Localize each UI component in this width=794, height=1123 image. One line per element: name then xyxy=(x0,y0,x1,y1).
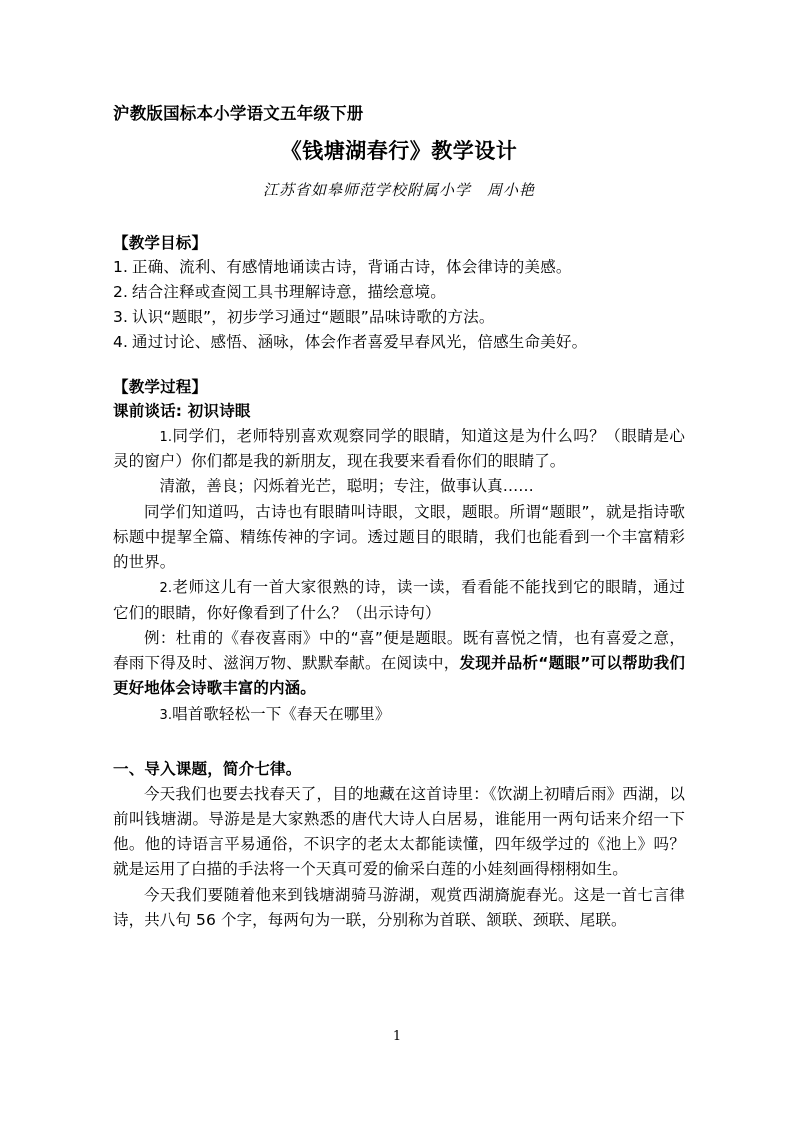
paragraph-number: 1. xyxy=(159,429,173,445)
paragraph-text: 同学们，老师特别喜欢观察同学的眼睛，知道这是为什么吗？（眼睛是心灵的窗户）你们都是我的新朋友，现在我要来看看你们的眼睛了。 xyxy=(113,426,685,471)
paragraph-number: 3. xyxy=(159,707,173,723)
paragraph-pretalk-1 xyxy=(113,424,685,475)
paragraph-text: 唱首歌轻松一下《春天在哪里》 xyxy=(172,704,391,723)
paragraph-pretalk-2: 清澈，善良；闪烁着光芒，聪明；专注，做事认真…… xyxy=(159,477,534,496)
paragraph-text: 老师这儿有一首大家很熟的诗，读一读，看看能不能找到它的眼睛，通过它们的眼睛，你好像看到了什么？（出示诗句） xyxy=(113,578,685,622)
paragraph-text-normal: 例：杜甫的《春夜喜雨》中的“喜”便是题眼。既有喜悦之情，也有喜爱之意，春雨下得及时、滋润万物、默默奉献。在阅读中， xyxy=(113,628,685,673)
list-item-text: 认识“题眼”，初步学习通过“题眼”品味诗歌的方法。 xyxy=(132,307,495,326)
page-title: 《钱塘湖春行》教学设计 xyxy=(280,139,518,164)
paragraph-section-one-2: 今天我们要随着他来到钱塘湖骑马游湖，观赏西湖旖旎春光。这是一首七言律诗，共八句 56 个字，每两句为一联，分别称为首联、颔联、颈联、尾联。 xyxy=(113,885,685,929)
pretalk-heading: 课前谈话: 初识诗眼 xyxy=(113,402,251,421)
paragraph-pretalk-3: 同学们知道吗，古诗也有眼睛叫诗眼，文眼，题眼。所谓“题眼”，就是指诗歌标题中提挈全篇、精练传神的字词。透过题目的眼睛，我们也能看到一个丰富精彩的世界。 xyxy=(113,502,685,572)
spacer xyxy=(113,355,685,375)
list-item-text: 正确、流利、有感情地诵读古诗，背诵古诗，体会律诗的美感。 xyxy=(132,257,572,276)
paragraph-pretalk-5 xyxy=(113,626,685,702)
list-item xyxy=(113,330,685,355)
paragraph-pretalk-6 xyxy=(113,702,685,727)
list-item-number: 1. xyxy=(113,257,129,276)
paragraph-pretalk-4 xyxy=(113,575,685,626)
list-item-number: 3. xyxy=(113,307,129,326)
spacer xyxy=(113,727,685,757)
paragraph-section-one-1: 今天我们也要去找春天了，目的地藏在这首诗里：《饮湖上初晴后雨》西湖，以前叫钱塘湖。导游是是大家熟悉的唐代大诗人白居易，谁能用一两句话来介绍一下他。他的诗语言平易通俗，不识字的老太太都能读懂，四年级学过的《池上》吗？就是运用了白描的手法将一个天真可爱的偷采白莲的小娃刻画得栩栩如生。 xyxy=(113,784,685,879)
list-item-number: 2. xyxy=(113,282,129,301)
list-item xyxy=(113,305,685,330)
list-item-text: 通过讨论、感悟、涵咏，体会作者喜爱早春风光，倍感生命美好。 xyxy=(132,333,588,351)
process-label: 【教学过程】 xyxy=(113,378,208,397)
objectives-label: 【教学目标】 xyxy=(113,233,208,252)
paragraph-number: 2. xyxy=(159,581,173,597)
section-one-heading: 一、导入课题，简介七律。 xyxy=(113,759,302,778)
list-item-text: 结合注释或查阅工具书理解诗意，描绘意境。 xyxy=(132,282,447,301)
objectives-list xyxy=(113,255,685,355)
document-subtitle: 沪教版国标本小学语文五年级下册 xyxy=(113,104,364,123)
list-item xyxy=(113,255,685,280)
list-item xyxy=(113,280,685,305)
document-body xyxy=(113,0,685,933)
page-number: 1 xyxy=(392,1029,402,1044)
spacer xyxy=(113,201,685,231)
paragraph-text-emphasis: 发现并品析“题眼”可以帮助我们更好地体会诗歌丰富的内涵。 xyxy=(113,654,685,698)
list-item-number: 4. xyxy=(113,333,129,351)
author-affiliation: 江苏省如皋师范学校附属小学 周小艳 xyxy=(262,180,535,199)
